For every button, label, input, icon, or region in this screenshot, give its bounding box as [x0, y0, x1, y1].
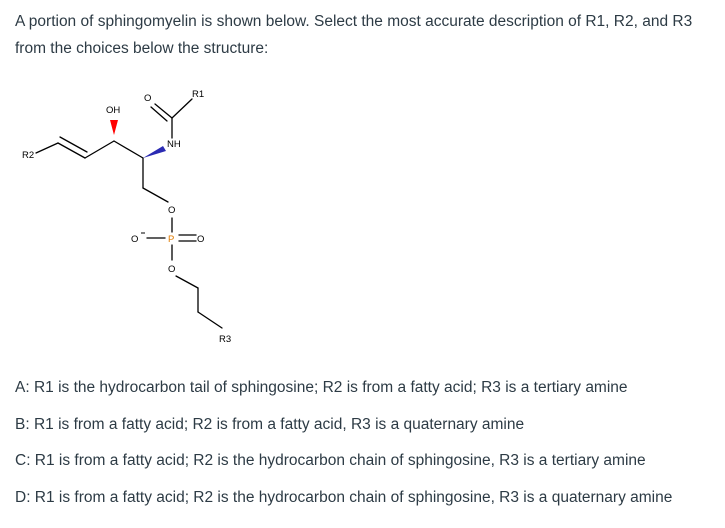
- bond-c2-r3: [198, 312, 222, 328]
- choice-b[interactable]: B: R1 is from a fatty acid; R2 is from a fatty acid, R3 is a quaternary amine: [15, 415, 525, 433]
- choice-c[interactable]: C: R1 is from a fatty acid; R2 is the hydrocarbon chain of sphingosine, R3 is a tertiary amine: [15, 452, 646, 469]
- choice-d[interactable]: D: R1 is from a fatty acid; R2 is the hydrocarbon chain of sphingosine, R3 is a quaternary amine: [15, 488, 673, 506]
- bond-co-a: [155, 104, 172, 118]
- label-p: P: [168, 234, 175, 245]
- label-oh: OH: [106, 105, 121, 116]
- label-o-lower: O: [168, 264, 176, 275]
- bond-r2-c1: [36, 143, 58, 153]
- bond-c3-c4: [85, 141, 114, 158]
- bond-double-outer: [58, 143, 85, 158]
- bond-c4-c5: [114, 141, 143, 158]
- label-o-minus: O: [131, 234, 139, 245]
- label-nh: NH: [167, 139, 181, 150]
- question-text: A portion of sphingomyelin is shown below. Select the most accurate description of R1, R2, and R3 from the choices below the structure:: [15, 13, 693, 57]
- bond-ch2-o: [143, 188, 168, 202]
- bond-carbonyl-r1: [172, 99, 192, 118]
- bond-o-c1: [176, 276, 198, 288]
- bond-co-b: [151, 107, 167, 121]
- label-r1: R1: [192, 89, 205, 100]
- wedge-oh: [110, 120, 118, 135]
- label-o-double: O: [197, 234, 205, 245]
- sphingomyelin-structure: [0, 80, 260, 360]
- answer-choices: [15, 377, 715, 523]
- wedge-nh: [143, 146, 166, 158]
- label-o-carbonyl: O: [144, 93, 152, 104]
- choice-a[interactable]: A: R1 is the hydrocarbon tail of sphingosine; R2 is from a fatty acid; R3 is a tertiary amine: [15, 379, 628, 396]
- label-r3: R3: [219, 334, 232, 345]
- bond-double-inner: [60, 137, 87, 152]
- label-o-upper: O: [168, 205, 176, 216]
- label-r2: R2: [22, 150, 35, 161]
